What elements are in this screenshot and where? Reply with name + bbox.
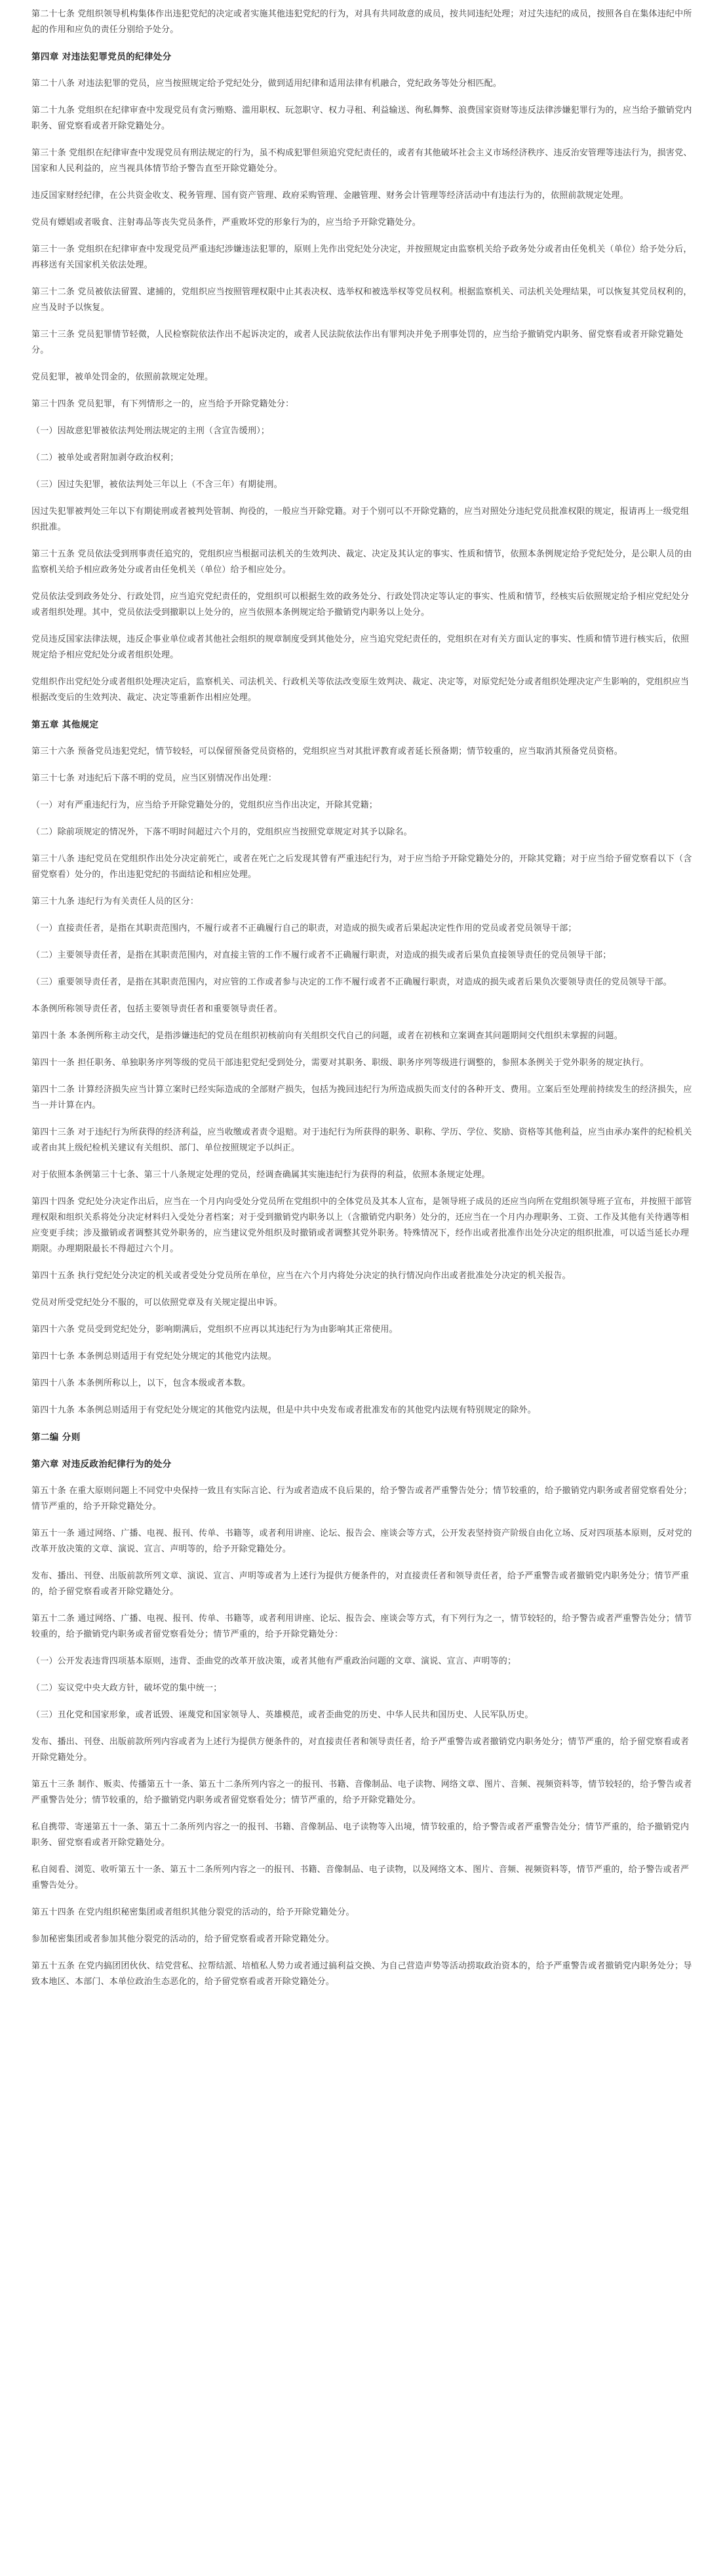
- paragraph: 第五十二条 通过网络、广播、电视、报刊、传单、书籍等，或者利用讲座、论坛、报告会、座谈会等方式，有下列行为之一，情节较轻的，给予警告或者严重警告处分；情节较重的，给予撤销党内职务或者留党察看处分；情节严重的，给予开除党籍处分：: [31, 1614, 692, 1639]
- paragraph: 第四十五条 执行党纪处分决定的机关或者受处分党员所在单位，应当在六个月内将处分决定的执行情况向作出或者批准处分决定的机关报告。: [31, 1271, 571, 1281]
- paragraph: 第四十六条 党员受到党纪处分，影响期满后，党组织不应再以其违纪行为为由影响其正常使用。: [31, 1325, 398, 1335]
- paragraph: 第三十一条 党组织在纪律审查中发现党员严重违纪涉嫌违法犯罪的，原则上先作出党纪处分决定，并按照规定由监察机关给予政务处分或者由任免机关（单位）给予处分后，再移送有关国家机关依法处理。: [31, 244, 692, 270]
- paragraph: 党员依法受到政务处分、行政处罚，应当追究党纪责任的，党组织可以根据生效的政务处分、行政处罚决定等认定的事实、性质和情节，经核实后依照规定给予相应党纪处分或者组织处理。其中，党员依法受到撤职以上处分的，应当依照本条例规定给予撤销党内职务以上处分。: [31, 592, 690, 617]
- paragraph: 本条例所称领导责任者，包括主要领导责任者和重要领导责任者。: [31, 1004, 283, 1014]
- paragraph: 发布、播出、刊登、出版前款所列内容或者为上述行为提供方便条件的，对直接责任者和领导责任者，给予严重警告或者撤销党内职务处分；情节严重的，给予留党察看或者开除党籍处分。: [31, 1737, 690, 1763]
- section-heading: 第二编 分则: [31, 1432, 81, 1443]
- list-item: （二）妄议党中央大政方针，破坏党的集中统一；: [31, 1683, 222, 1693]
- list-item: （一）因故意犯罪被依法判处刑法规定的主刑（含宣告缓刑）；: [31, 426, 270, 436]
- section-heading: 第五章 其他规定: [31, 720, 99, 730]
- paragraph: 对于依照本条例第三十七条、第三十八条规定处理的党员，经调查确属其实施违纪行为获得的利益，依照本条规定处理。: [31, 1170, 490, 1180]
- paragraph: 第三十七条 对违纪后下落不明的党员，应当区别情况作出处理：: [31, 773, 277, 783]
- list-item: （一）直接责任者，是指在其职责范围内，不履行或者不正确履行自己的职责，对造成的损失或者后果起决定性作用的党员或者党员领导干部；: [31, 924, 577, 933]
- paragraph: 第四十四条 党纪处分决定作出后，应当在一个月内向受处分党员所在党组织中的全体党员及其本人宣布，是领导班子成员的还应当向所在党组织领导班子宣布，并按照干部管理权限和组织关系将处分决定材料归入受处分者档案；对于受到撤销党内职务以上（含撤销党内职务）处分的，还应当在一个月内办理职务、工资、工作及其他有关待遇等相应变更手续；涉及撤销或者调整其党外职务的，应当建议党外组织及时撤销或者调整其党外职务。特殊情况下，经作出或者批准作出处分决定的组织批准，可以适当延长办理期限。办理期限最长不得超过六个月。: [31, 1197, 692, 1254]
- list-item: （一）对有严重违纪行为，应当给予开除党籍处分的，党组织应当作出决定，开除其党籍；: [31, 800, 378, 810]
- list-item: （三）因过失犯罪，被依法判处三年以上（不含三年）有期徒刑。: [31, 480, 283, 490]
- list-item: （二）除前项规定的情况外，下落不明时间超过六个月的，党组织应当按照党章规定对其予以除名。: [31, 827, 412, 837]
- paragraph: 党员对所受党纪处分不服的，可以依照党章及有关规定提出申诉。: [31, 1298, 283, 1308]
- paragraph: 第五十条 在重大原则问题上不同党中央保持一致且有实际言论、行为或者造成不良后果的，给予警告或者严重警告处分；情节较重的，给予撤销党内职务或者留党察看处分；情节严重的，给予开除党籍处分。: [31, 1486, 692, 1512]
- list-item: （一）公开发表违背四项基本原则，违背、歪曲党的改革开放决策，或者其他有严重政治问题的文章、演说、宣言、声明等的；: [31, 1656, 517, 1666]
- paragraph: 发布、播出、刊登、出版前款所列文章、演说、宣言、声明等或者为上述行为提供方便条件的，对直接责任者和领导责任者，给予严重警告或者撤销党内职务处分；情节严重的，给予留党察看或者开除党籍处分。: [31, 1571, 690, 1597]
- paragraph: 党组织作出党纪处分或者组织处理决定后，监察机关、司法机关、行政机关等依法改变原生效判决、裁定、决定等，对原党纪处分或者组织处理决定产生影响的，党组织应当根据改变后的生效判决、裁定、决定等重新作出相应处理。: [31, 677, 690, 703]
- paragraph: 党员有嫖娼或者吸食、注射毒品等丧失党员条件，严重败坏党的形象行为的，应当给予开除党籍处分。: [31, 218, 421, 227]
- paragraph: 第四十二条 计算经济损失应当计算立案时已经实际造成的全部财产损失，包括为挽回违纪行为所造成损失而支付的各种开支、费用。立案后至处理前持续发生的经济损失，应当一并计算在内。: [31, 1085, 692, 1110]
- paragraph: 第五十一条 通过网络、广播、电视、报刊、传单、书籍等，或者利用讲座、论坛、报告会、座谈会等方式，公开发表坚持资产阶级自由化立场、反对四项基本原则，反对党的改革开放决策的文章、演说、宣言、声明等的，给予开除党籍处分。: [31, 1529, 692, 1554]
- paragraph: 第四十七条 本条例总则适用于有党纪处分规定的其他党内法规。: [31, 1352, 277, 1361]
- paragraph: 违反国家财经纪律，在公共资金收支、税务管理、国有资产管理、政府采购管理、金融管理、财务会计管理等经济活动中有违法行为的，依照前款规定处理。: [31, 191, 629, 201]
- paragraph: 第四十九条 本条例总则适用于有党纪处分规定的其他党内法规，但是中共中央发布或者批准发布的其他党内法规有特别规定的除外。: [31, 1405, 536, 1415]
- section-heading: 第四章 对违法犯罪党员的纪律处分: [31, 52, 172, 62]
- paragraph: 第四十三条 对于违纪行为所获得的经济利益，应当收缴或者责令退赔。对于违纪行为所获得的职务、职称、学历、学位、奖励、资格等其他利益，应当由承办案件的纪检机关或者由其上级纪检机关建议有关组织、部门、单位按照规定予以纠正。: [31, 1127, 692, 1153]
- paragraph: 第二十八条 对违法犯罪的党员，应当按照规定给予党纪处分，做到适用纪律和适用法律有机融合，党纪政务等处分相匹配。: [31, 79, 502, 88]
- paragraph: 第四十一条 担任职务、单独职务序列等级的党员干部违犯党纪受到处分，需要对其职务、职级、职务序列等级进行调整的，参照本条例关于党外职务的规定执行。: [31, 1058, 649, 1068]
- list-item: （二）被单处或者附加剥夺政治权利；: [31, 453, 179, 463]
- list-item: （二）主要领导责任者，是指在其职责范围内，对直接主管的工作不履行或者不正确履行职责，对造成的损失或者后果负直接领导责任的党员领导干部；: [31, 950, 612, 960]
- paragraph: 因过失犯罪被判处三年以下有期徒刑或者被判处管制、拘役的，一般应当开除党籍。对于个别可以不开除党籍的，应当对照处分违纪党员批准权限的规定，报请再上一级党组织批准。: [31, 507, 690, 532]
- paragraph: 第三十八条 违纪党员在党组织作出处分决定前死亡，或者在死亡之后发现其曾有严重违纪行为，对于应当给予开除党籍处分的，开除其党籍；对于应当给予留党察看以下（含留党察看）处分的，作出违犯党纪的书面结论和相应处理。: [31, 854, 692, 880]
- paragraph: 第五十五条 在党内搞团团伙伙、结党营私、拉帮结派、培植私人势力或者通过搞利益交换、为自己营造声势等活动捞取政治资本的，给予严重警告或者撤销党内职务处分；导致本地区、本部门、本单位政治生态恶化的，给予留党察看或者开除党籍处分。: [31, 1961, 692, 1987]
- paragraph: 参加秘密集团或者参加其他分裂党的活动的，给予留党察看或者开除党籍处分。: [31, 1934, 335, 1944]
- list-item: （三）丑化党和国家形象，或者诋毁、诬蔑党和国家领导人、英雄模范，或者歪曲党的历史、中华人民共和国历史、人民军队历史。: [31, 1710, 534, 1720]
- paragraph: 第三十五条 党员依法受到刑事责任追究的，党组织应当根据司法机关的生效判决、裁定、决定及其认定的事实、性质和情节，依照本条例规定给予党纪处分，是公职人员的由监察机关给予相应政务处分或者由任免机关（单位）给予相应处分。: [31, 549, 692, 575]
- paragraph: 第三十四条 党员犯罪，有下列情形之一的，应当给予开除党籍处分：: [31, 399, 294, 409]
- paragraph: 党员违反国家法律法规，违反企事业单位或者其他社会组织的规章制度受到其他处分，应当追究党纪责任的，党组织在对有关方面认定的事实、性质和情节进行核实后，依照规定给予相应党纪处分或者组织处理。: [31, 634, 690, 660]
- paragraph: 第三十九条 违纪行为有关责任人员的区分：: [31, 897, 199, 907]
- paragraph: 第三十三条 党员犯罪情节轻微，人民检察院依法作出不起诉决定的，或者人民法院依法作出有罪判决并免予刑事处罚的，应当给予撤销党内职务、留党察看或者开除党籍处分。: [31, 330, 684, 355]
- paragraph: 第三十二条 党员被依法留置、逮捕的，党组织应当按照管理权限中止其表决权、选举权和被选举权等党员权利。根据监察机关、司法机关处理结果，可以恢复其党员权利的，应当及时予以恢复。: [31, 287, 692, 313]
- paragraph: 第二十七条 党组织领导机构集体作出违犯党纪的决定或者实施其他违犯党纪的行为，对具有共同故意的成员，按共同违纪处理；对过失违纪的成员，按照各自在集体违纪中所起的作用和应负的责任分别给予处分。: [31, 9, 692, 35]
- list-item: （三）重要领导责任者，是指在其职责范围内，对应管的工作或者参与决定的工作不履行或者不正确履行职责，对造成的损失或者后果负次要领导责任的党员领导干部。: [31, 977, 672, 987]
- paragraph: 私自阅看、浏览、收听第五十一条、第五十二条所列内容之一的报刊、书籍、音像制品、电子读物，以及网络文本、图片、音频、视频资料等，情节严重的，给予警告或者严重警告处分。: [31, 1865, 690, 1890]
- paragraph: 第五十三条 制作、贩卖、传播第五十一条、第五十二条所列内容之一的报刊、书籍、音像制品、电子读物、网络文章、图片、音频、视频资料等，情节较轻的，给予警告或者严重警告处分；情节较重的，给予撤销党内职务或者留党察看处分；情节严重的，给予开除党籍处分。: [31, 1780, 692, 1805]
- paragraph: 党员犯罪，被单处罚金的，依照前款规定处理。: [31, 372, 214, 382]
- paragraph: 私自携带、寄递第五十一条、第五十二条所列内容之一的报刊、书籍、音像制品、电子读物等入出境，情节较重的，给予警告或者严重警告处分；情节严重的，给予撤销党内职务、留党察看或者开除党籍处分。: [31, 1822, 690, 1848]
- section-heading: 第六章 对违反政治纪律行为的处分: [31, 1459, 172, 1470]
- paragraph: 第三十条 党组织在纪律审查中发现党员有刑法规定的行为，虽不构成犯罪但须追究党纪责任的，或者有其他破坏社会主义市场经济秩序、违反治安管理等违法行为，损害党、国家和人民利益的，应当视具体情节给予警告直至开除党籍处分。: [31, 148, 692, 174]
- paragraph: 第四十条 本条例所称主动交代，是指涉嫌违纪的党员在组织初核前向有关组织交代自己的问题，或者在初核和立案调查其问题期间交代组织未掌握的问题。: [31, 1031, 623, 1041]
- paragraph: 第五十四条 在党内组织秘密集团或者组织其他分裂党的活动的，给予开除党籍处分。: [31, 1907, 355, 1917]
- paragraph: 第四十八条 本条例所称以上，以下，包含本级或者本数。: [31, 1378, 251, 1388]
- paragraph: 第二十九条 党组织在纪律审查中发现党员有贪污贿赂、滥用职权、玩忽职守、权力寻租、利益输送、徇私舞弊、浪费国家资财等违反法律涉嫌犯罪行为的，应当给予撤销党内职务、留党察看或者开除党籍处分。: [31, 106, 692, 131]
- paragraph: 第三十六条 预备党员违犯党纪，情节较轻，可以保留预备党员资格的，党组织应当对其批评教育或者延长预备期；情节较重的，应当取消其预备党员资格。: [31, 747, 623, 756]
